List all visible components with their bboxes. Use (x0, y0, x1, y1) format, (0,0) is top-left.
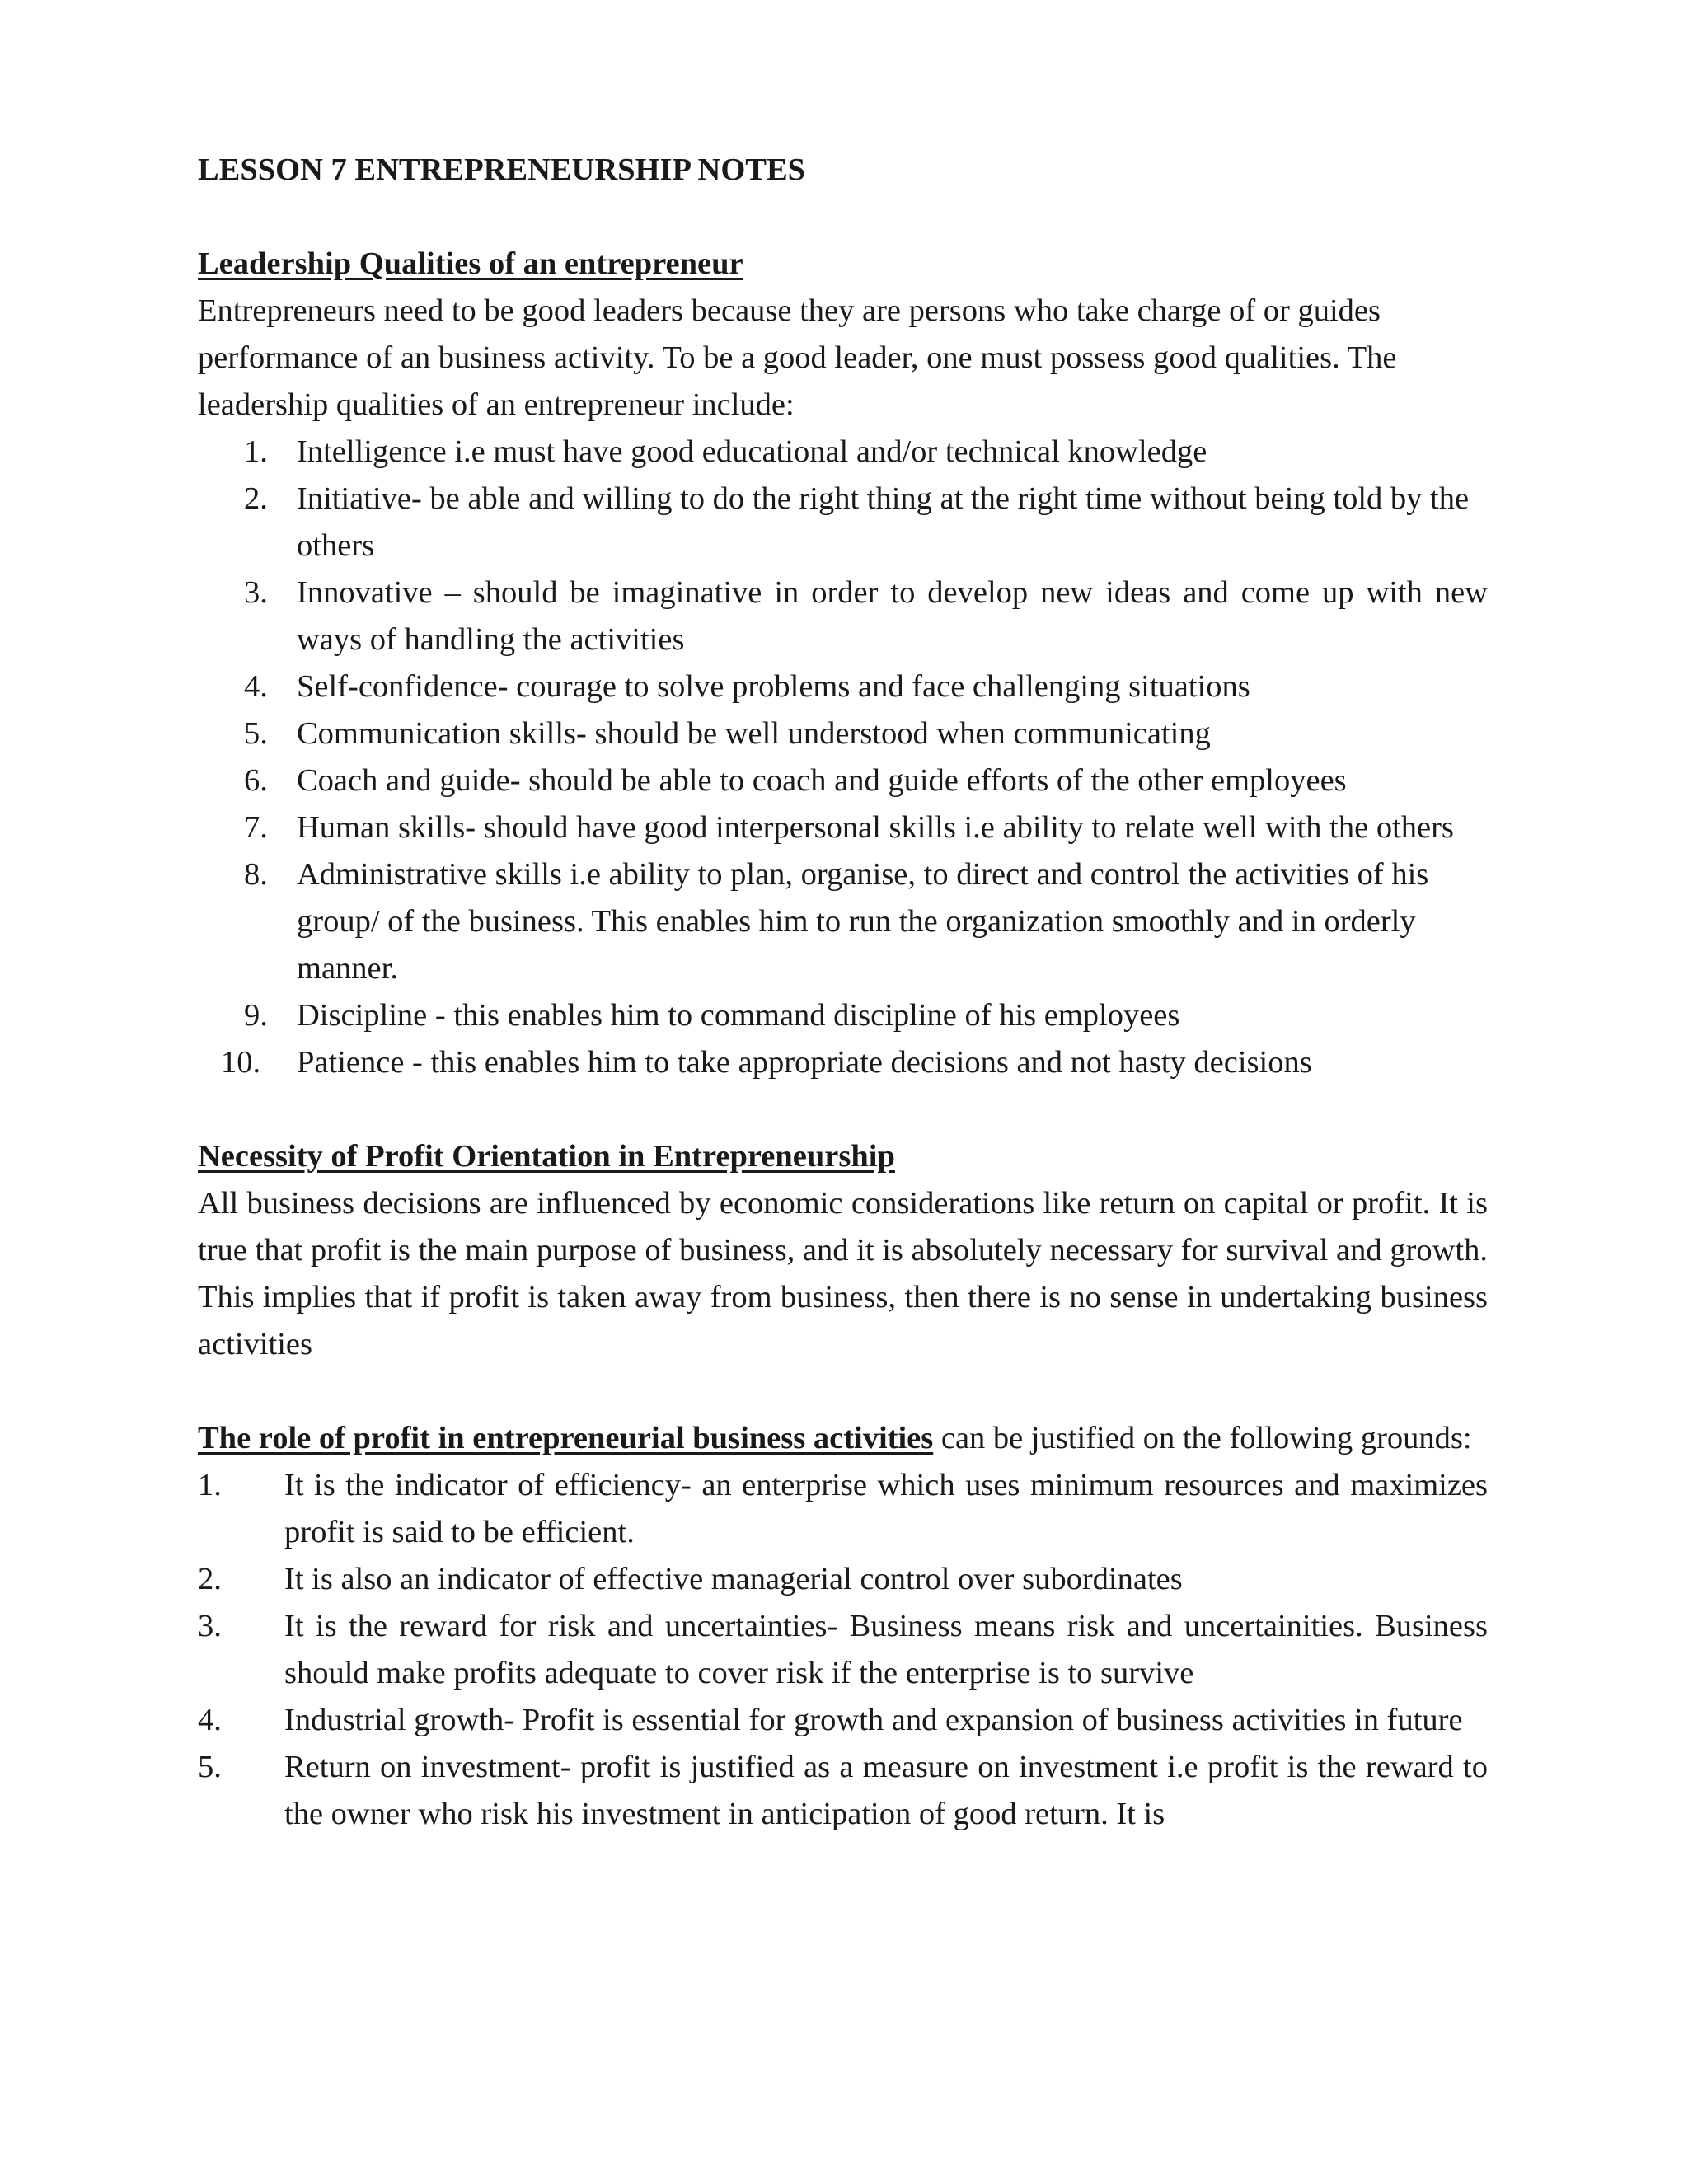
list-item (198, 1697, 1488, 1744)
list-item (198, 992, 1488, 1039)
list-item-text: Patience - this enables him to take appropriate decisions and not hasty decisions (297, 1045, 1312, 1080)
leadership-intro: Entrepreneurs need to be good leaders because they are persons who take charge of or guides performance of an business activity. To be a good leader, one must possess good qualities. The leadership qualities of an entrepreneur include: (198, 293, 1397, 422)
list-item-text: Communication skills- should be well understood when communicating (297, 716, 1211, 751)
document-page (198, 147, 1488, 1838)
list-item-text: Intelligence i.e must have good educational and/or technical knowledge (297, 434, 1207, 469)
list-number: 4. (198, 1703, 222, 1737)
list-item (198, 757, 1488, 804)
list-item (198, 1039, 1488, 1086)
list-number: 1. (198, 1468, 222, 1502)
list-item-text: Innovative – should be imaginative in order to develop new ideas and come up with new ways of handling the activities (297, 575, 1488, 657)
spacer (198, 194, 1488, 241)
section-heading-leadership: Leadership Qualities of an entrepreneur (198, 246, 743, 281)
list-number: 5. (198, 1750, 222, 1784)
list-number: 9. (244, 998, 268, 1033)
role-of-profit-intro (198, 1415, 1488, 1462)
leadership-qualities-list (198, 429, 1488, 1086)
list-item-text: Return on investment- profit is justified as a measure on investment i.e profit is the reward to the owner who risk his investment in anticipation of good return. It is (284, 1750, 1488, 1831)
list-number: 3. (198, 1609, 222, 1643)
list-item (198, 476, 1488, 569)
list-number: 1. (244, 434, 268, 469)
list-number: 2. (244, 481, 268, 516)
profit-orientation-body: All business decisions are influenced by economic considerations like return on capital or profit. It is true that profit is the main purpose of business, and it is absolutely necessary for survival and growth. This implies that if profit is taken away from business, then there is no sense in undertaking business activities (198, 1186, 1488, 1361)
list-item-text: Initiative- be able and willing to do the right thing at the right time without being told by the others (297, 481, 1470, 563)
list-item-text: Discipline - this enables him to command discipline of his employees (297, 998, 1180, 1033)
list-number: 6. (244, 763, 268, 798)
list-item-text: Self-confidence- courage to solve problems and face challenging situations (297, 669, 1250, 704)
list-number: 2. (198, 1562, 222, 1596)
list-item (198, 710, 1488, 757)
role-of-profit-heading: The role of profit in entrepreneurial business activities (198, 1421, 934, 1455)
list-number: 8. (244, 857, 268, 892)
list-item-text: It is the indicator of efficiency- an enterprise which uses minimum resources and maximizes profit is said to be efficient. (284, 1468, 1488, 1549)
list-item (198, 804, 1488, 851)
profit-grounds-list (198, 1462, 1488, 1838)
spacer (198, 1086, 1488, 1133)
list-item (198, 429, 1488, 476)
list-item (198, 663, 1488, 710)
list-item-text: Human skills- should have good interpersonal skills i.e ability to relate well with the others (297, 810, 1454, 845)
list-item (198, 1744, 1488, 1838)
section-heading-profit-orientation: Necessity of Profit Orientation in Entrepreneurship (198, 1139, 895, 1174)
list-item-text: Coach and guide- should be able to coach and guide efforts of the other employees (297, 763, 1347, 798)
list-number: 4. (244, 669, 268, 704)
spacer (198, 1368, 1488, 1415)
list-item-text: Administrative skills i.e ability to plan, organise, to direct and control the activities of his group/ of the business. This enables him to run the organization smoothly and in orderly manner. (297, 857, 1429, 986)
list-item (198, 1556, 1488, 1603)
list-item (198, 569, 1488, 663)
page-title: LESSON 7 ENTREPRENEURSHIP NOTES (198, 152, 806, 187)
list-item (198, 851, 1488, 992)
list-number: 5. (244, 716, 268, 751)
list-number: 3. (244, 575, 268, 610)
list-item-text: It is also an indicator of effective managerial control over subordinates (284, 1562, 1183, 1596)
role-of-profit-heading-rest: can be justified on the following grounds: (933, 1421, 1472, 1455)
list-number: 10. (221, 1045, 261, 1080)
list-item-text: Industrial growth- Profit is essential for growth and expansion of business activities in future (284, 1703, 1463, 1737)
list-item-text: It is the reward for risk and uncertainties- Business means risk and uncertainities. Business should make profits adequate to cover risk if the enterprise is to survive (284, 1609, 1488, 1690)
list-item (198, 1603, 1488, 1697)
list-number: 7. (244, 810, 268, 845)
list-item (198, 1462, 1488, 1556)
